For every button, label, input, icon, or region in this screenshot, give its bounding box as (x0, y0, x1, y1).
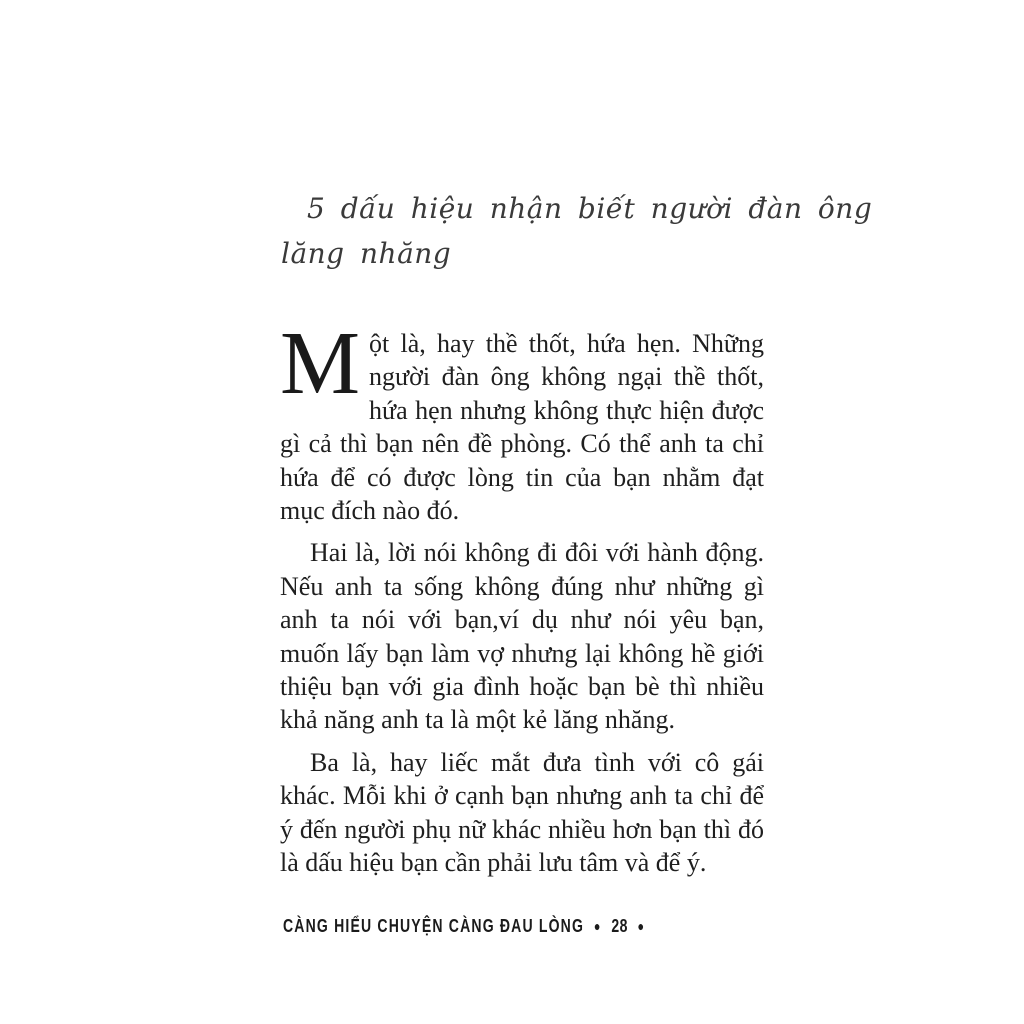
chapter-title-line1: 5 dấu hiệu nhận biết người đàn ông (307, 192, 873, 225)
bullet-icon: ● (637, 918, 646, 934)
paragraph-three: Ba là, hay liếc mắt đưa tình với cô gái khác. Mỗi khi ở cạnh bạn nhưng anh ta chỉ để ý đến người phụ nữ khác nhiều hơn bạn thì đó là dấu hiệu bạn cần phải lưu tâm và để ý. (280, 747, 764, 878)
page-footer (283, 916, 650, 937)
paragraph-two: Hai là, lời nói không đi đôi với hành động. Nếu anh ta sống không đúng như những gì anh ta nói với bạn,ví dụ như nói yêu bạn, muốn lấy bạn làm vợ nhưng lại không hề giới thiệu bạn với gia đình hoặc bạn bè thì nhiều khả năng anh ta là một kẻ lăng nhăng. (280, 538, 764, 735)
body-text (280, 314, 764, 889)
chapter-title (281, 186, 873, 276)
drop-cap: M (280, 314, 361, 413)
page-number: 28 (611, 916, 628, 936)
running-title: CÀNG HIỂU CHUYỆN CÀNG ĐAU LÒNG (283, 916, 585, 936)
bullet-icon: ● (593, 918, 602, 934)
chapter-title-line2: lăng nhăng (281, 237, 452, 270)
paragraph-one-text: ột là, hay thề thốt, hứa hẹn. Những người đàn ông không ngại thề thốt, hứa hẹn nhưng không thực hiện được gì cả thì bạn nên đề phòng. Có thể anh ta chỉ hứa để có được lòng tin của bạn nhằm đạt mục đích nào đó. (280, 329, 764, 526)
paragraph-one (280, 314, 764, 527)
